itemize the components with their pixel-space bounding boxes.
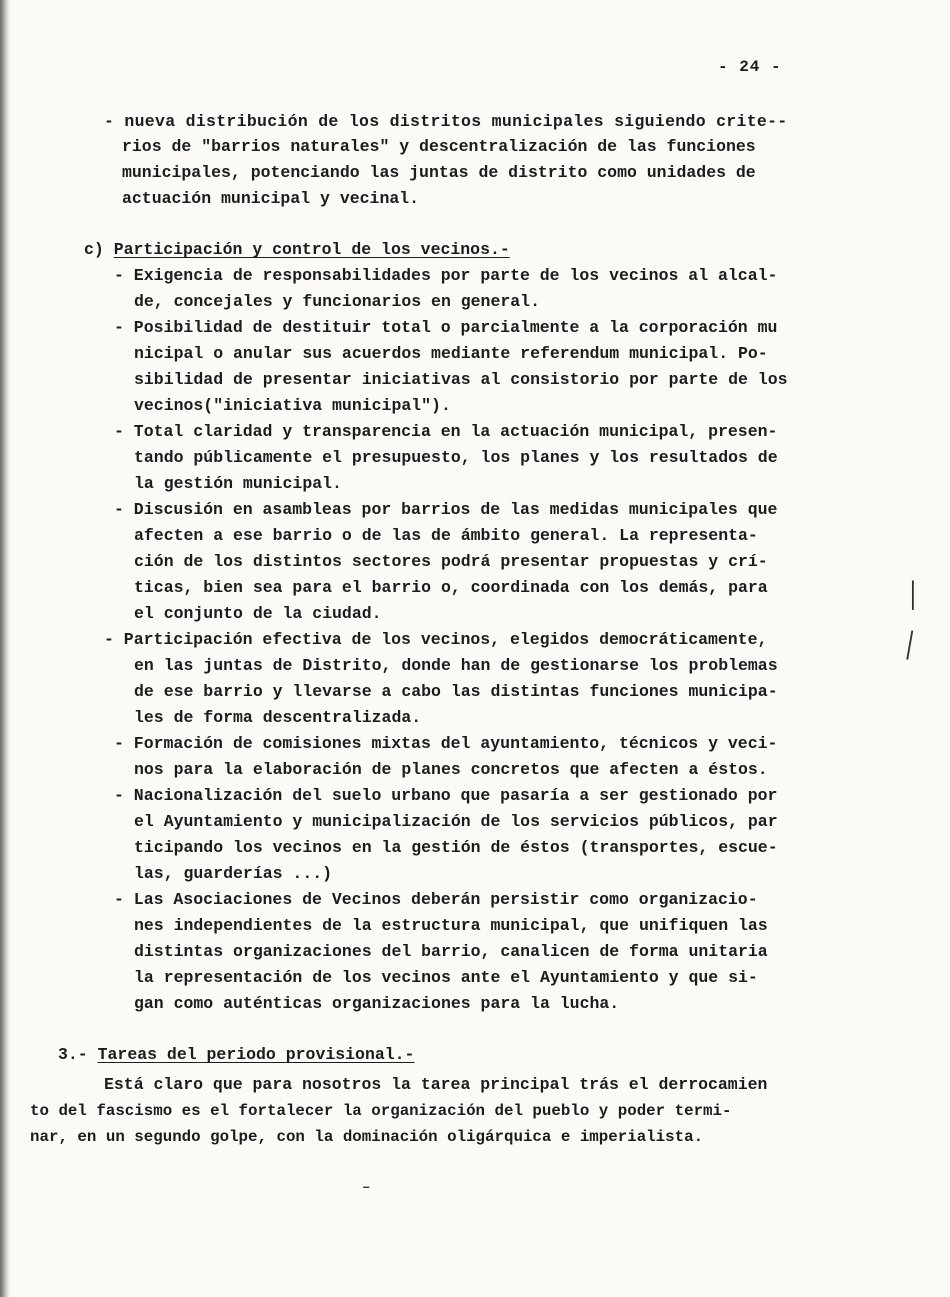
text-line: ticas, bien sea para el barrio o, coordinada con los demás, para xyxy=(134,578,768,597)
text-line: ticipando los vecinos en la gestión de éstos (transportes, escue- xyxy=(134,838,778,857)
text-line: gan como auténticas organizaciones para la lucha. xyxy=(134,994,620,1013)
scan-edge-shadow xyxy=(0,0,10,1297)
page-number: - 24 - xyxy=(718,58,782,76)
text-line: sibilidad de presentar iniciativas al consistorio por parte de los xyxy=(134,370,788,389)
text-line: de ese barrio y llevarse a cabo las distintas funciones municipa- xyxy=(134,682,778,701)
list-item: - Posibilidad de destituir total o parcialmente a la corporación mu xyxy=(114,318,778,337)
text-line: tando públicamente el presupuesto, los planes y los resultados de xyxy=(134,448,778,467)
text-line: rios de "barrios naturales" y descentralización de las funciones xyxy=(122,137,756,156)
text-line: municipales, potenciando las juntas de distrito como unidades de xyxy=(122,163,756,182)
section-heading-3: 3.- Tareas del periodo provisional.- xyxy=(58,1045,415,1064)
text-line: en las juntas de Distrito, donde han de gestionarse los problemas xyxy=(134,656,778,675)
text-line: nar, en un segundo golpe, con la dominación oligárquica e imperialista. xyxy=(30,1128,704,1146)
list-item: - Las Asociaciones de Vecinos deberán persistir como organizacio- xyxy=(114,890,758,909)
list-item: - Discusión en asambleas por barrios de las medidas municipales que xyxy=(114,500,778,519)
list-item: - Total claridad y transparencia en la actuación municipal, presen- xyxy=(114,422,778,441)
text-line: Está claro que para nosotros la tarea principal trás el derrocamien xyxy=(104,1075,768,1094)
list-item: - Nacionalización del suelo urbano que pasaría a ser gestionado por xyxy=(114,786,778,805)
text-line: nos para la elaboración de planes concretos que afecten a éstos. xyxy=(134,760,768,779)
text-line: to del fascismo es el fortalecer la organización del pueblo y poder termi- xyxy=(30,1102,732,1120)
section-heading-c: c) Participación y control de los vecinos.- xyxy=(84,240,510,259)
text-line: ción de los distintos sectores podrá presentar propuestas y crí- xyxy=(134,552,768,571)
text-line: la representación de los vecinos ante el Ayuntamiento y que si- xyxy=(134,968,758,987)
text-line: nicipal o anular sus acuerdos mediante referendum municipal. Po- xyxy=(134,344,768,363)
text-line: el Ayuntamiento y municipalización de los servicios públicos, par xyxy=(134,812,778,831)
text-line: afecten a ese barrio o de las de ámbito general. La representa- xyxy=(134,526,758,545)
text-line: - nueva distribución de los distritos municipales siguiendo crite-- xyxy=(104,112,788,131)
list-item: - Participación efectiva de los vecinos, elegidos democráticamente, xyxy=(104,630,768,649)
text-line: distintas organizaciones del barrio, canalicen de forma unitaria xyxy=(134,942,768,961)
text-line: las, guarderías ...) xyxy=(134,864,333,883)
scan-artifact-mark: │ xyxy=(905,580,921,610)
text-line: vecinos("iniciativa municipal"). xyxy=(134,396,451,415)
list-item: - Exigencia de responsabilidades por parte de los vecinos al alcal- xyxy=(114,266,778,285)
text-line: actuación municipal y vecinal. xyxy=(122,189,420,208)
text-line: nes independientes de la estructura municipal, que unifiquen las xyxy=(134,916,768,935)
list-item: - Formación de comisiones mixtas del ayuntamiento, técnicos y veci- xyxy=(114,734,778,753)
scan-artifact-dot: – xyxy=(362,1180,371,1196)
scan-artifact-mark: │ xyxy=(899,628,921,662)
text-line: el conjunto de la ciudad. xyxy=(134,604,382,623)
text-line: les de forma descentralizada. xyxy=(134,708,422,727)
text-line: de, concejales y funcionarios en general. xyxy=(134,292,540,311)
text-line: la gestión municipal. xyxy=(134,474,342,493)
